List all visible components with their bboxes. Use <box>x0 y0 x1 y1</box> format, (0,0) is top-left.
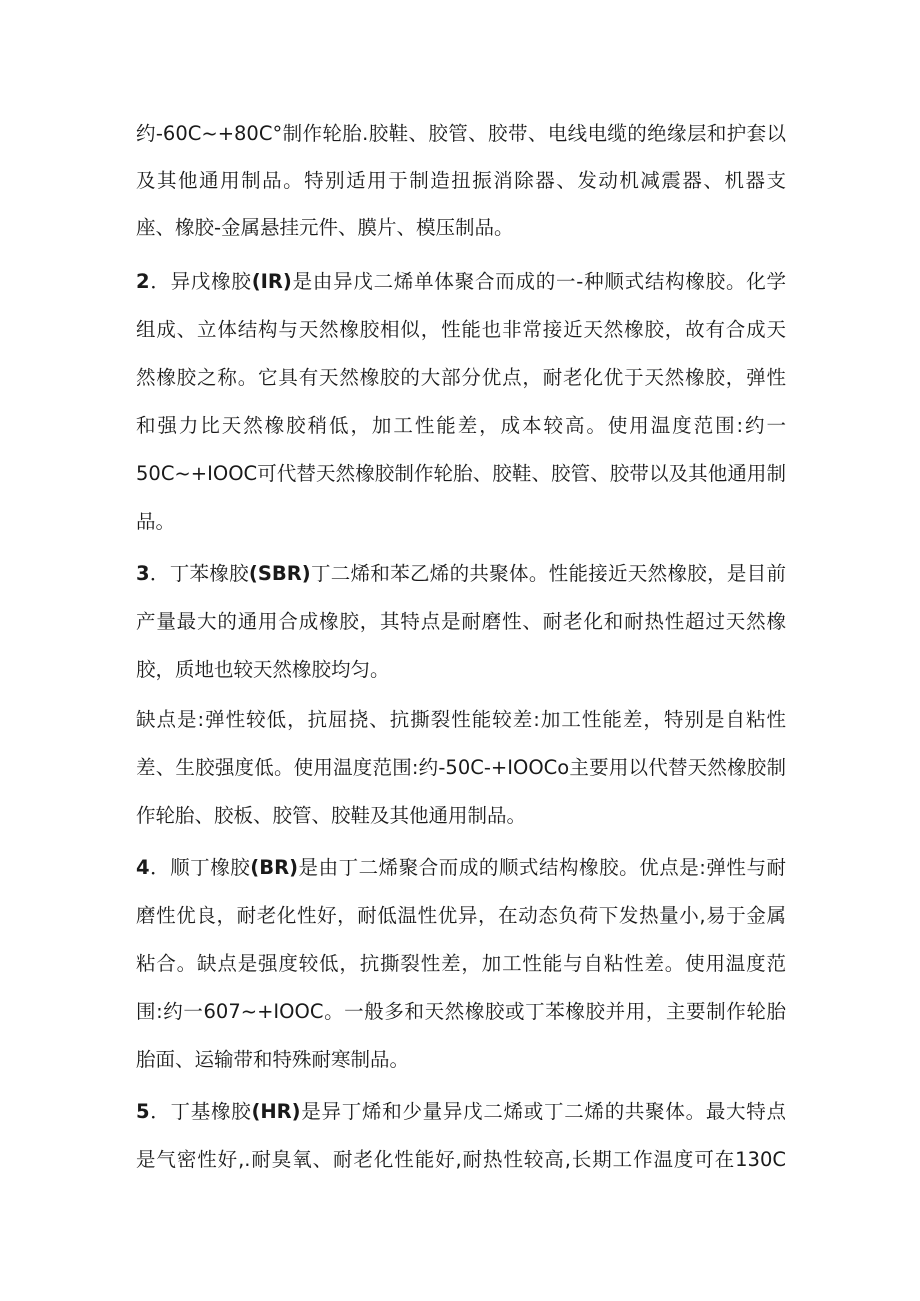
section-5-abbr: (HR) <box>251 1100 301 1123</box>
section-3-abbr: (SBR) <box>248 562 311 585</box>
section-5-first-rest: 是异丁烯和少量异戊二烯或丁二烯的共聚体。最大特点 <box>300 1100 786 1123</box>
paragraph-1-line-1: 约-60C~+80C°制作轮胎.胶鞋、胶管、胶带、电线电缆的绝缘层和护套以 <box>136 122 786 145</box>
section-3-line-2: 产量最大的通用合成橡胶，其特点是耐磨性、耐老化和耐热性超过天然橡 <box>136 610 786 633</box>
drawbacks-line-2: 差、生胶强度低。使用温度范围:约-50C-+IOOCo主要用以代替天然橡胶制 <box>136 756 786 779</box>
section-4-name: ．顺丁橡胶 <box>149 856 251 879</box>
section-3-name: ．丁苯橡胶 <box>149 562 249 585</box>
section-3-heading-line <box>136 556 786 592</box>
section-2-number: 2 <box>136 270 150 293</box>
drawbacks-line-3: 作轮胎、胶板、胶管、胶鞋及其他通用制品。 <box>136 804 527 827</box>
section-4-abbr: (BR) <box>250 856 298 879</box>
section-4-line-3: 粘合。缺点是强度较低，抗撕裂性差，加工性能与自粘性差。使用温度范 <box>136 952 786 975</box>
section-2-line-4: 和强力比天然橡胶稍低，加工性能差，成本较高。使用温度范围:约一 <box>136 414 786 437</box>
section-2-heading-line <box>136 264 786 300</box>
section-2-name: ．异戊橡胶 <box>149 270 252 293</box>
section-5-name: ．丁基橡胶 <box>149 1100 252 1123</box>
drawbacks-line-1: 缺点是:弹性较低，抗屈挠、抗撕裂性能较差:加工性能差，特别是自粘性 <box>136 708 786 731</box>
section-4-heading-line <box>136 850 786 886</box>
section-5-number: 5 <box>136 1100 150 1123</box>
section-2-line-2: 组成、立体结构与天然橡胶相似，性能也非常接近天然橡胶，故有合成天 <box>136 318 786 341</box>
section-4-line-5: 胎面、运输带和特殊耐寒制品。 <box>136 1048 410 1071</box>
section-2-first-rest: 是由异戊二烯单体聚合而成的一-种顺式结构橡胶。化学 <box>291 270 786 293</box>
section-2-abbr: (IR) <box>251 270 292 293</box>
paragraph-1-line-3: 座、橡胶-金属悬挂元件、膜片、模压制品。 <box>136 216 514 239</box>
section-4-line-2: 磨性优良，耐老化性好，耐低温性优异，在动态负荷下发热量小,易于金属 <box>136 904 786 927</box>
section-3-line-3: 胶，质地也较天然橡胶均匀。 <box>136 658 390 681</box>
section-4-number: 4 <box>136 856 150 879</box>
section-4-first-rest: 是由丁二烯聚合而成的顺式结构橡胶。优点是:弹性与耐 <box>298 856 786 879</box>
section-2-line-5: 50C~+IOOC可代替天然橡胶制作轮胎、胶鞋、胶管、胶带以及其他通用制 <box>136 462 786 485</box>
section-3-first-rest: 丁二烯和苯乙烯的共聚体。性能接近天然橡胶，是目前 <box>310 562 786 585</box>
paragraph-1-line-2: 及其他通用制品。特别适用于制造扭振消除器、发动机减震器、机器支 <box>136 169 786 192</box>
section-2-line-3: 然橡胶之称。它具有天然橡胶的大部分优点，耐老化优于天然橡胶，弹性 <box>136 366 786 389</box>
section-4-line-4: 围:约一607~+IOOC。一般多和天然橡胶或丁苯橡胶并用，主要制作轮胎 <box>136 1000 786 1023</box>
section-2-line-6: 品。 <box>136 510 176 533</box>
section-5-heading-line <box>136 1094 786 1130</box>
section-3-number: 3 <box>136 562 150 585</box>
section-5-line-2: 是气密性好,.耐臭氧、耐老化性能好,耐热性较高,长期工作温度可在130C <box>136 1148 786 1171</box>
